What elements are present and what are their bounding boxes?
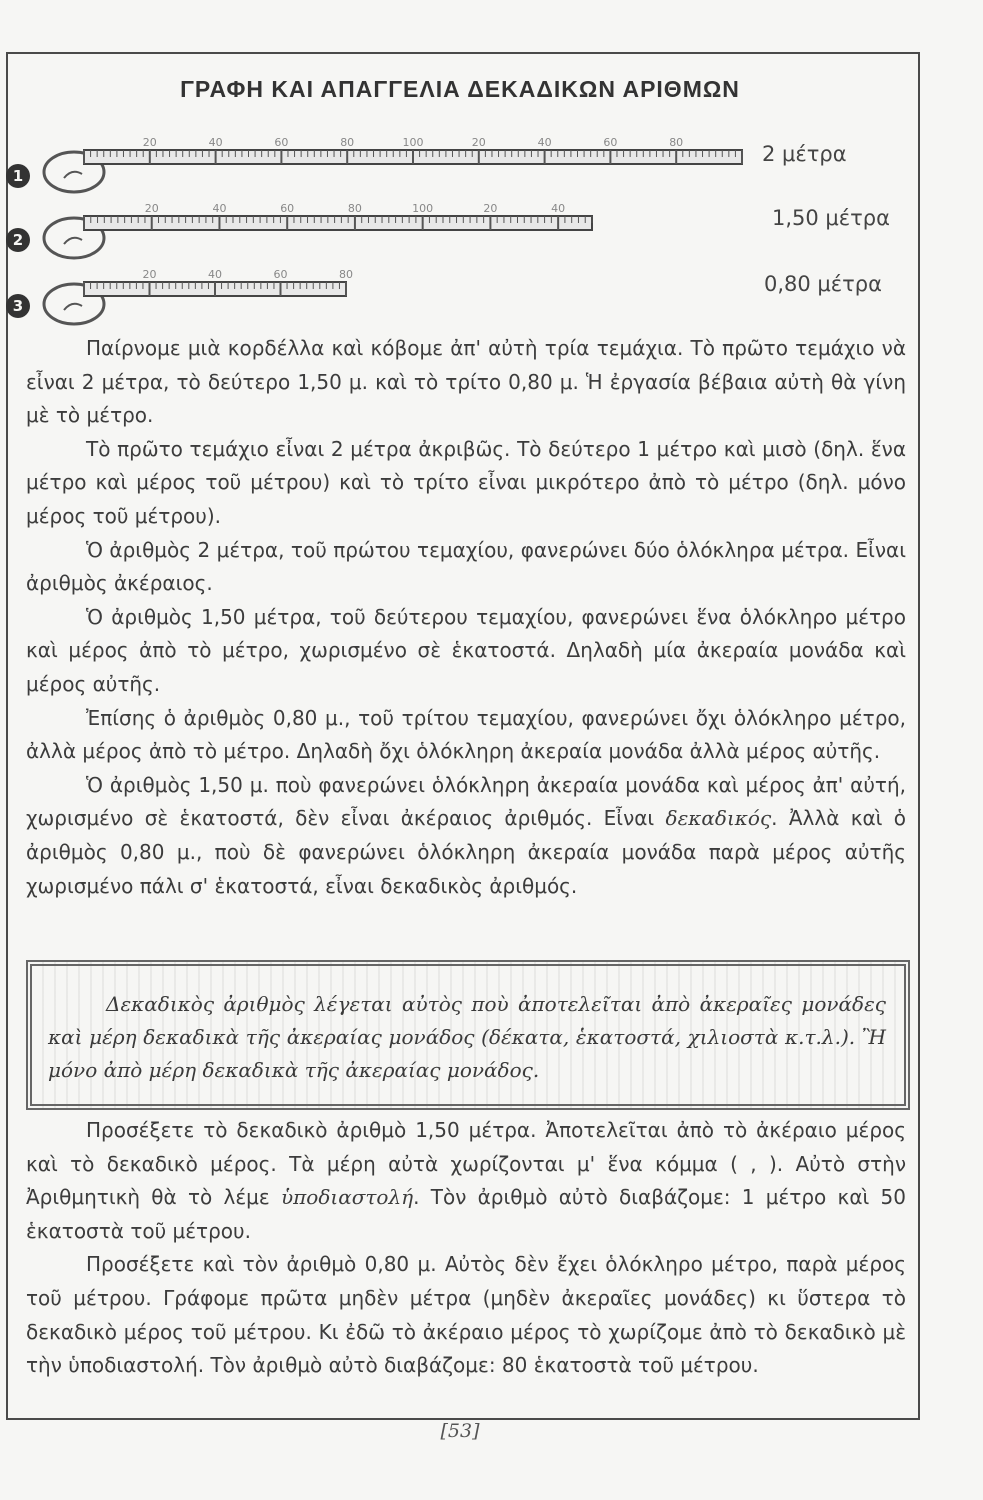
tape-label-3: 0,80 μέτρα (764, 272, 882, 296)
figure-badge-3: 3 (6, 294, 30, 318)
tape-mark-label: 40 (208, 136, 223, 149)
paragraph: Ὁ ἀριθμὸς 2 μέτρα, τοῦ πρώτου τεμαχίου, φανερώνει δύο ὁλόκληρα μέτρα. Εἶναι ἀριθμὸς ἀκέραιος. (26, 537, 906, 596)
paragraph: Ὁ ἀριθμὸς 1,50 μέτρα, τοῦ δεύτερου τεμαχίου, φανερώνει ἕνα ὁλόκληρο μέτρο καὶ μέρος ἀπὸ τὸ μέτρο, χωρισμένο σὲ ἑκατοστά. Δηλαδὴ μία ἀκεραία μονάδα καὶ μέρος αὐτῆς. (26, 604, 906, 696)
page-number: [53] (440, 1420, 480, 1442)
body-text-2 (26, 1114, 906, 1383)
body-text (26, 332, 906, 903)
tape-mark-label: 80 (339, 268, 353, 281)
paragraph (26, 1248, 906, 1382)
tape-mark-label: 20 (142, 268, 157, 281)
paragraph-part: . Ἀλλὰ καὶ ὁ ἀριθμὸς 0,80 μ., ποὺ δὲ φανερώνει ὁλόκληρη ἀκεραία μονάδα παρὰ μέρος αὐτῆς χωρισμένο πάλι σ' ἑκατοστά, εἶναι δεκαδικὸς ἀριθμός. (26, 806, 906, 898)
tape-mark-label: 80 (669, 136, 684, 149)
tape-mark-label: 20 (471, 136, 486, 149)
paragraph: Ἐπίσης ὁ ἀριθμὸς 0,80 μ., τοῦ τρίτου τεμαχίου, φανερώνει ὄχι ὁλόκληρο μέτρο, ἀλλὰ μέρος ἀπὸ τὸ μέτρο. Δηλαδὴ ὄχι ὁλόκληρη ἀκεραία μονάδα ἀλλὰ μέρος αὐτῆς. (26, 705, 906, 764)
tape-mark-label: 60 (603, 136, 618, 149)
definition-text: Δεκαδικὸς ἀριθμὸς λέγεται αὐτὸς ποὺ ἀποτελεῖται ἀπὸ ἀκεραῖες μονάδες καὶ μέρη δεκαδικὰ τῆς ἀκεραίας μονάδος (δέκατα, ἑκατοστά, χιλιοστὰ κ.τ.λ.). Ἢ μόνο ἀπὸ μέρη δεκαδικὰ τῆς ἀκεραίας μονάδος. (48, 992, 886, 1082)
tape-measure-3 (34, 260, 354, 326)
tape-mark-label: 80 (347, 202, 362, 215)
tape-mark-label: 80 (340, 136, 355, 149)
tape-mark-label: 20 (142, 136, 157, 149)
paragraph: Παίρνομε μιὰ κορδέλλα καὶ κόβομε ἀπ' αὐτὴ τρία τεμάχια. Τὸ πρῶτο τεμάχιο νὰ εἶναι 2 μέτρα, τὸ δεύτερο 1,50 μ. καὶ τὸ τρίτο 0,80 μ. Ἡ ἐργασία βέβαια αὐτὴ θὰ γίνη μὲ τὸ μέτρο. (26, 336, 906, 428)
paragraph-part: Προσέξετε τὸ δεκαδικὸ ἀριθμὸ 1,50 μέτρα. Ἀποτελεῖται ἀπὸ τὸ ἀκέραιο μέρος καὶ τὸ δεκαδικὸ μέρος. Τὰ μέρη αὐτὰ χωρίζονται μ' ἕνα κόμμα ( , ). Αὐτὸ στὴν Ἀριθμητικὴ θὰ τὸ λέμε (26, 1118, 906, 1210)
paragraph: Τὸ πρῶτο τεμάχιο εἶναι 2 μέτρα ἀκριβῶς. Τὸ δεύτερο 1 μέτρο καὶ μισὸ (δηλ. ἕνα μέτρο καὶ μέρος τοῦ μέτρου) καὶ τὸ τρίτο εἶναι μικρότερο ἀπὸ τὸ μέτρο (δηλ. μόνο μέρος τοῦ μέτρου). (26, 436, 906, 528)
tape-mark-label: 40 (208, 268, 222, 281)
tape-mark-label: 60 (274, 136, 289, 149)
tape-label-2: 1,50 μέτρα (772, 206, 890, 230)
tape-mark-label: 40 (551, 202, 566, 215)
paragraph-part: Προσέξετε καὶ τὸν ἀριθμὸ 0,80 μ. Αὐτὸς δὲν ἔχει ὁλόκληρο μέτρο, παρὰ μέρος τοῦ μέτρου. Γράφομε πρῶτα μηδὲν μέτρα (μηδὲν ἀκεραῖες μονάδες) κι ὕστερα τὸ δεκαδικὸ μέρος τοῦ μέτρου. Κι ἐδῶ τὸ ἀκέραιο μέρος τὸ χωρίζομε ἀπὸ τὸ δεκαδικὸ μὲ τὴν ὑποδιαστολή. Τὸν ἀριθμὸ αὐτὸ διαβάζομε: 80 ἑκατοστὰ τοῦ μέτρου. (26, 1252, 906, 1378)
tape-mark-label: 20 (144, 202, 159, 215)
figure-badge-1: 1 (6, 164, 30, 188)
tape-mark-label: 40 (212, 202, 227, 215)
tape-label-1: 2 μέτρα (762, 142, 847, 166)
paragraph-part: Ὁ ἀριθμὸς 1,50 μ. ποὺ φανερώνει ὁλόκληρη ἀκεραία μονάδα καὶ μέρος ἀπ' αὐτή, χωρισμένο σὲ ἑκατοστά, δὲν εἶναι ἀκέραιος ἀριθμός. Εἶναι (26, 772, 906, 831)
paragraph (26, 1114, 906, 1248)
figure-badge-2: 2 (6, 228, 30, 252)
emphasis-term: δεκαδικός (665, 806, 772, 831)
tape-mark-label: 60 (280, 202, 295, 215)
page-title: ΓΡΑΦΗ ΚΑΙ ΑΠΑΓΓΕΛΙΑ ΔΕΚΑΔΙΚΩΝ ΑΡΙΘΜΩΝ (180, 76, 740, 102)
paragraph-part: . Τὸν ἀριθμὸ αὐτὸ διαβάζομε: 1 μέτρο καὶ 50 ἑκατοστὰ τοῦ μέτρου. (26, 1185, 906, 1243)
definition-box (26, 960, 910, 1110)
tape-mark-label: 40 (537, 136, 552, 149)
tape-mark-label: 100 (402, 136, 424, 149)
tape-measure-2 (34, 194, 594, 260)
tape-mark-label: 60 (273, 268, 288, 281)
tape-measure-1 (34, 128, 744, 194)
paragraph (26, 769, 906, 903)
emphasis-term: ὑποδιαστολή (280, 1185, 414, 1210)
tape-mark-label: 20 (483, 202, 498, 215)
tape-mark-label: 100 (412, 202, 434, 215)
